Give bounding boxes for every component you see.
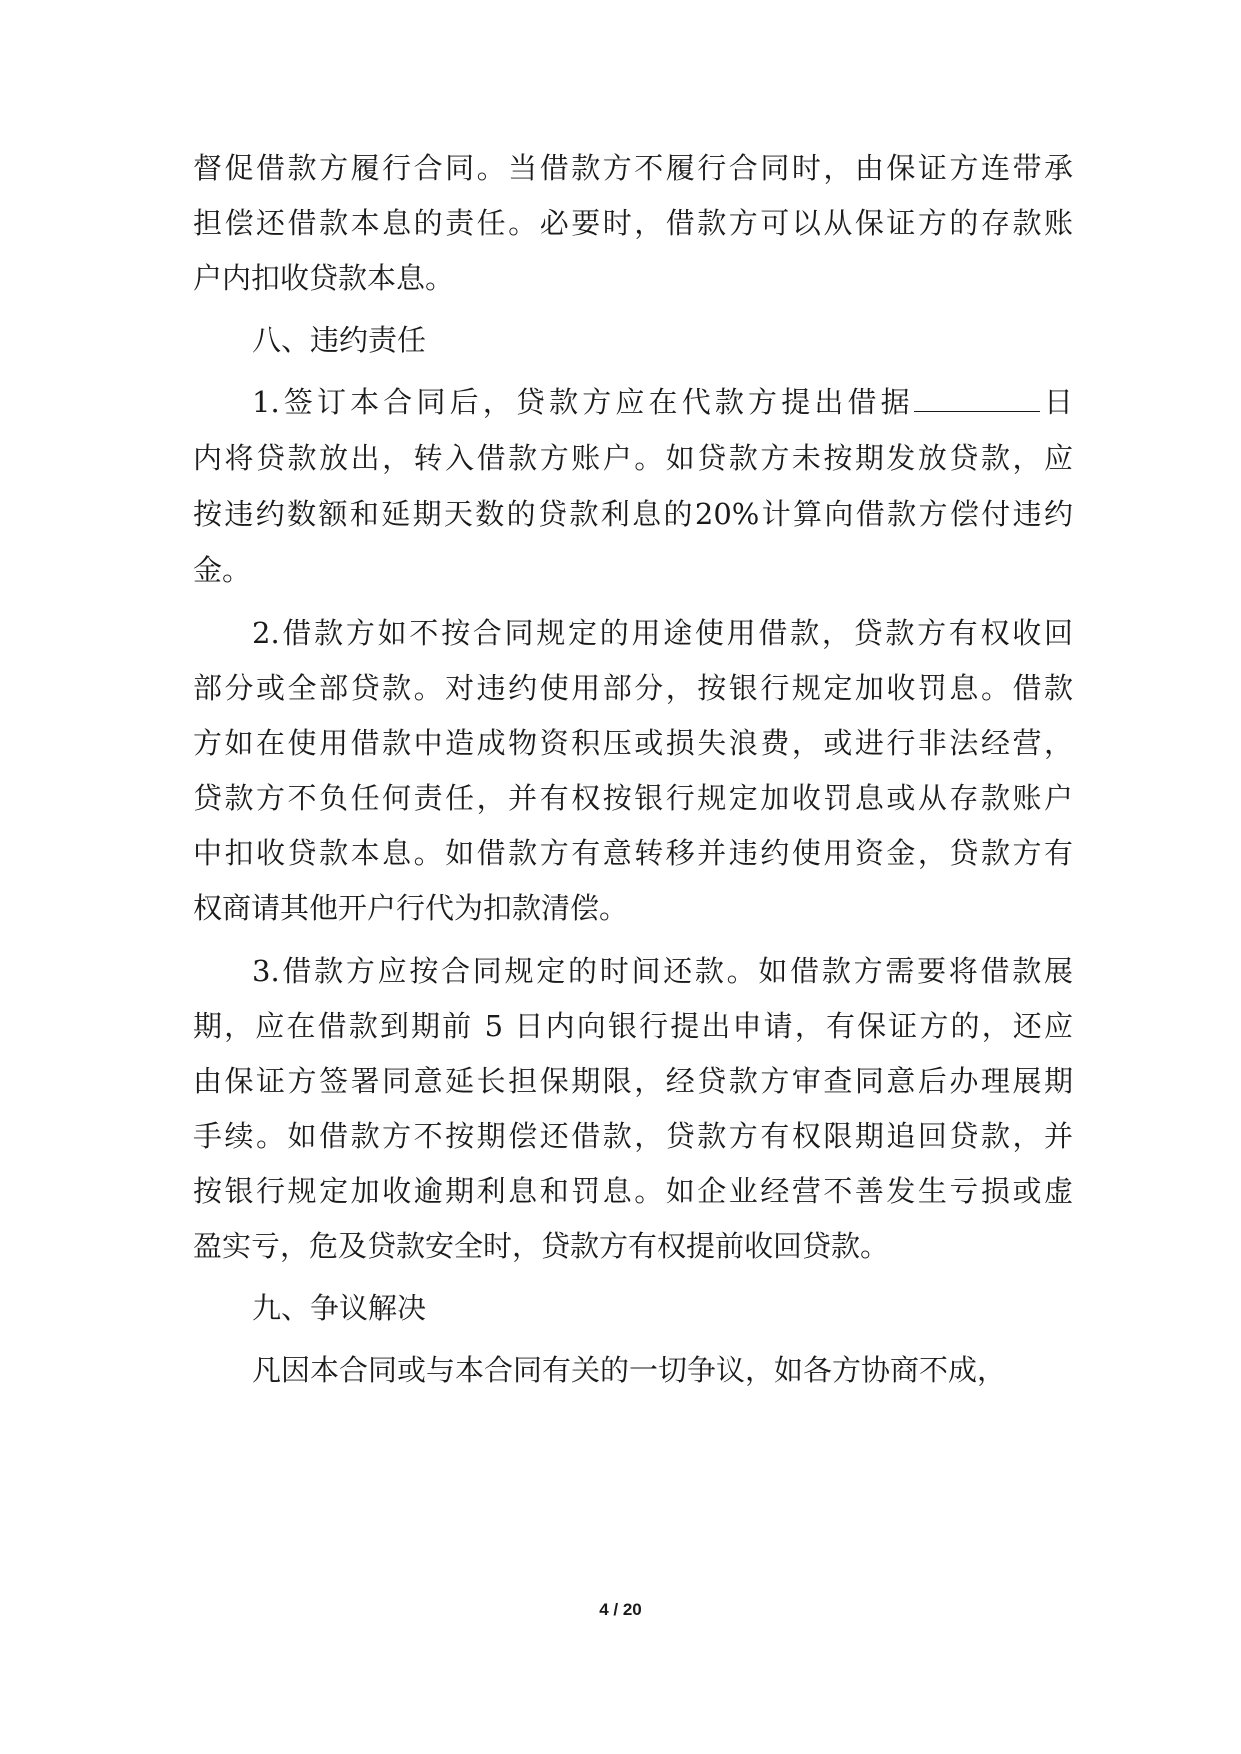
text-line: 凡因本合同或与本合同有关的一切争议，如各方协商不成，	[252, 1353, 1007, 1387]
text-line: 手续。如借款方不按期偿还借款，贷款方有权限期追回贷款，并	[193, 1119, 1073, 1153]
text-line: 2.借款方如不按合同规定的用途使用借款，贷款方有权收回	[252, 616, 1073, 650]
clause-1-text: 1.签订本合同后，贷款方应在代款方提出借据	[252, 385, 914, 419]
text-line: 贷款方不负任何责任，并有权按银行规定加收罚息或从存款账户	[193, 781, 1073, 815]
text-line: 中扣收贷款本息。如借款方有意转移并违约使用资金，贷款方有	[193, 836, 1073, 870]
fill-in-blank	[914, 385, 1040, 412]
section-heading-8: 八、违约责任	[252, 323, 427, 357]
text-line: 部分或全部贷款。对违约使用部分，按银行规定加收罚息。借款	[193, 671, 1073, 705]
section-heading-9: 九、争议解决	[252, 1291, 427, 1325]
text-line: 督促借款方履行合同。当借款方不履行合同时，由保证方连带承	[193, 151, 1073, 185]
text-line: 金。	[193, 553, 252, 587]
text-line: 期，应在借款到期前 5 日内向银行提出申请，有保证方的，还应	[193, 1009, 1073, 1043]
text-line: 3.借款方应按合同规定的时间还款。如借款方需要将借款展	[252, 954, 1073, 988]
clause-1-suffix: 日	[1039, 385, 1073, 419]
text-line: 盈实亏，危及贷款安全时，贷款方有权提前收回贷款。	[193, 1229, 890, 1263]
text-line: 方如在使用借款中造成物资积压或损失浪费，或进行非法经营，	[193, 726, 1073, 760]
text-line: 由保证方签署同意延长担保期限，经贷款方审查同意后办理展期	[193, 1064, 1073, 1098]
text-line: 内将贷款放出，转入借款方账户。如贷款方未按期发放贷款，应	[193, 441, 1073, 475]
text-line: 户内扣收贷款本息。	[193, 261, 455, 295]
text-line: 权商请其他开户行代为扣款清偿。	[193, 891, 629, 925]
text-line: 按银行规定加收逾期利息和罚息。如企业经营不善发生亏损或虚	[193, 1174, 1073, 1208]
page-number: 4 / 20	[599, 1600, 642, 1619]
text-line: 按违约数额和延期天数的贷款利息的20%计算向借款方偿付违约	[193, 497, 1073, 531]
text-line-with-blank	[252, 382, 1073, 422]
text-line: 担偿还借款本息的责任。必要时，借款方可以从保证方的存款账	[193, 206, 1073, 240]
